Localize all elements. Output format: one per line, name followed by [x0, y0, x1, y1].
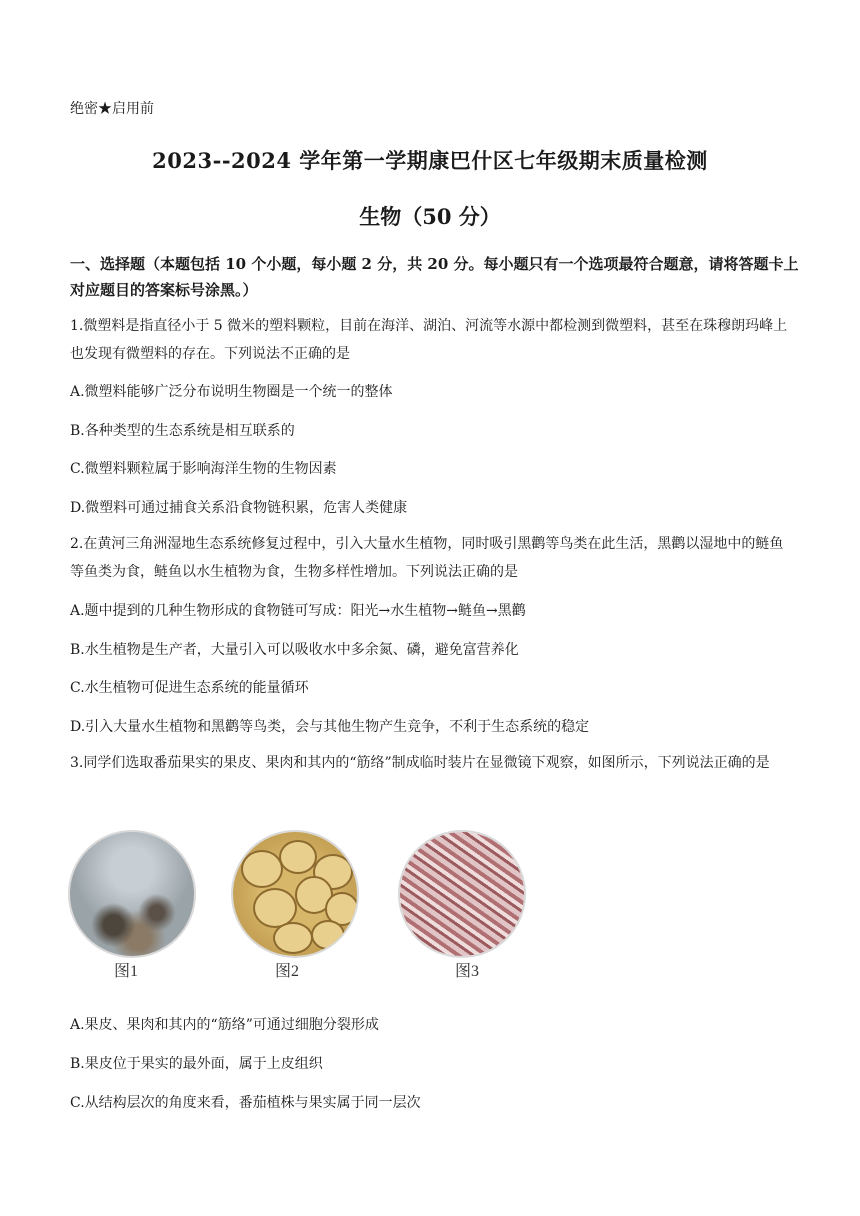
question-3-stem: 3.同学们选取番茄果实的果皮、果肉和其内的“筋络”制成临时装片在显微镜下观察，如图所示，下列说法正确的是 [70, 755, 770, 771]
figure-1-label: 图1 [114, 963, 139, 980]
exam-title: 2023--2024 学年第一学期康巴什区七年级期末质量检测 [152, 148, 708, 173]
question-2-option-c: C.水生植物可促进生态系统的能量循环 [70, 680, 309, 696]
subject-title: 生物（50 分） [359, 204, 501, 229]
question-2-option-d: D.引入大量水生植物和黑鹳等鸟类，会与其他生物产生竞争，不利于生态系统的稳定 [70, 719, 590, 735]
question-1-stem: 1.微塑料是指直径小于 5 微米的塑料颗粒，目前在海洋、湖泊、河流等水源中都检测到微塑料，甚至在珠穆朗玛峰上也发现有微塑料的存在。下列说法不正确的是 [70, 318, 788, 362]
question-2-stem: 2.在黄河三角洲湿地生态系统修复过程中，引入大量水生植物，同时吸引黑鹳等鸟类在此生活，黑鹳以湿地中的鲢鱼等鱼类为食，鲢鱼以水生植物为食，生物多样性增加。下列说法正确的是 [70, 536, 784, 580]
question-3-option-b: B.果皮位于果实的最外面，属于上皮组织 [70, 1056, 323, 1072]
question-1-option-a: A.微塑料能够广泛分布说明生物圈是一个统一的整体 [70, 384, 393, 400]
figure-2-label: 图2 [275, 963, 300, 980]
question-2-option-b: B.水生植物是生产者，大量引入可以吸收水中多余氮、磷，避免富营养化 [70, 642, 519, 658]
question-3-option-c: C.从结构层次的角度来看，番茄植株与果实属于同一层次 [70, 1095, 421, 1111]
micrograph-2-image [233, 832, 357, 956]
confidential-label: 绝密★启用前 [70, 101, 154, 117]
micrograph-3-image [400, 832, 524, 956]
question-1-option-d: D.微塑料可通过捕食关系沿食物链积累，危害人类健康 [70, 500, 408, 516]
question-1-option-c: C.微塑料颗粒属于影响海洋生物的生物因素 [70, 461, 337, 477]
question-1-option-b: B.各种类型的生态系统是相互联系的 [70, 423, 295, 439]
section-heading: 一、选择题（本题包括 10 个小题，每小题 2 分，共 20 分。每小题只有一个选项最符合题意，请将答题卡上对应题目的答案标号涂黑。） [70, 255, 799, 299]
question-3-option-a: A.果皮、果肉和其内的“筋络”可通过细胞分裂形成 [70, 1017, 379, 1033]
figure-3-label: 图3 [455, 963, 480, 980]
microscope-figure [70, 832, 510, 992]
question-2-option-a: A.题中提到的几种生物形成的食物链可写成：阳光→水生植物→鲢鱼→黑鹳 [70, 603, 526, 619]
micrograph-1-image [70, 832, 194, 956]
